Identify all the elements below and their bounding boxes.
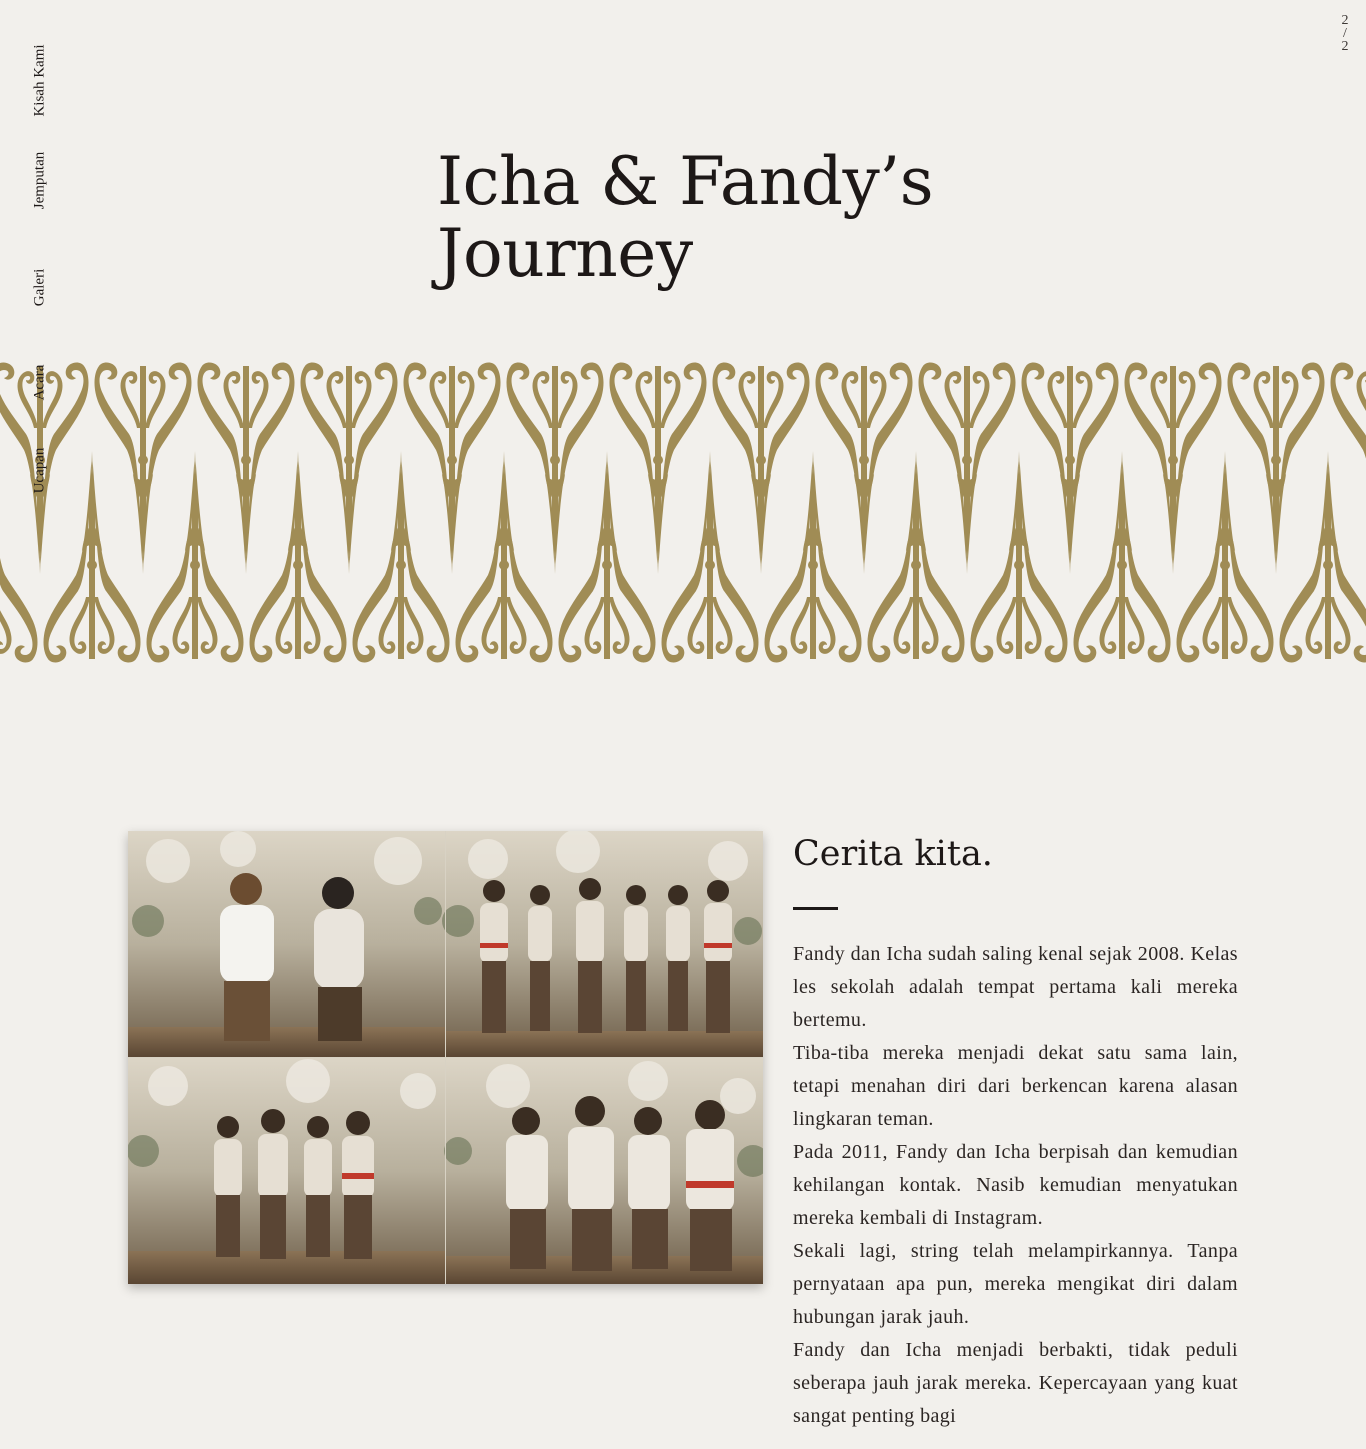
page-total: 2 [1341,39,1349,54]
ornament-motif-top [404,363,501,574]
batik-ornament-band [0,362,1366,663]
ornament-motif-bottom [971,451,1068,662]
ornament-motif-top [1228,363,1325,574]
ornament-motif-top [198,363,295,574]
page-separator: / [1343,26,1347,41]
story-text [793,938,1238,1433]
hero-title-line1: Icha & Fandy’s [437,143,934,220]
page-counter [1338,14,1352,53]
nav-item-ucapan[interactable]: Ucapan [31,447,48,494]
ornament-motif-bottom [662,451,759,662]
story-paragraph: Tiba-tiba mereka menjadi dekat satu sama lain, tetapi menahan diri dari berkencan karena alasan lingkaran teman. [793,1042,1238,1130]
wedding-photo-collage[interactable] [128,831,763,1284]
ornament-motif-top [95,363,192,574]
ornament-motif-top [919,363,1016,574]
ornament-motif-bottom [456,451,553,662]
nav-item-acara[interactable]: Acara [31,364,48,401]
hero-title-line2: Journey [437,215,693,292]
ornament-motif-bottom [1177,451,1274,662]
story-paragraph: Fandy dan Icha menjadi berbakti, tidak peduli seberapa jauh jarak mereka. Kepercayaan yang kuat sangat penting bagi [793,1339,1238,1427]
story-divider [793,907,838,910]
ornament-motif-bottom [868,451,965,662]
nav-item-jemputan[interactable]: Jemputan [31,151,48,210]
photo-collage-image [128,831,763,1284]
ornament-motif-top [507,363,604,574]
ornament-motif-bottom [1074,451,1171,662]
side-nav [0,0,80,520]
page-current: 2 [1341,13,1349,28]
story-paragraph: Fandy dan Icha sudah saling kenal sejak 2008. Kelas les sekolah adalah tempat pertama kali mereka bertemu. [793,943,1238,1031]
story-paragraph: Sekali lagi, string telah melampirkannya. Tanpa pernyataan apa pun, mereka mengikat diri dalam hubungan jarak jauh. [793,1240,1238,1328]
ornament-motif-top [1125,363,1222,574]
ornament-motif-top [713,363,810,574]
ornament-rows [0,363,1366,663]
ornament-motif-top [301,363,398,574]
ornament-motif-bottom [147,451,244,662]
ornament-motif-top [816,363,913,574]
ornament-motif-bottom [765,451,862,662]
ornament-motif-bottom [559,451,656,662]
story-heading: Cerita kita. [793,834,993,874]
hero-title [437,143,997,292]
ornament-motif-bottom [353,451,450,662]
ornament-motif-top [1022,363,1119,574]
ornament-motif-bottom [1280,451,1366,662]
nav-item-galeri[interactable]: Galeri [31,268,48,307]
ornament-motif-bottom [250,451,347,662]
story-paragraph: Pada 2011, Fandy dan Icha berpisah dan kemudian kehilangan kontak. Nasib kemudian menyatukan mereka kembali di Instagram. [793,1141,1238,1229]
nav-item-kisah-kami[interactable]: Kisah Kami [31,44,48,117]
ornament-motif-top [610,363,707,574]
